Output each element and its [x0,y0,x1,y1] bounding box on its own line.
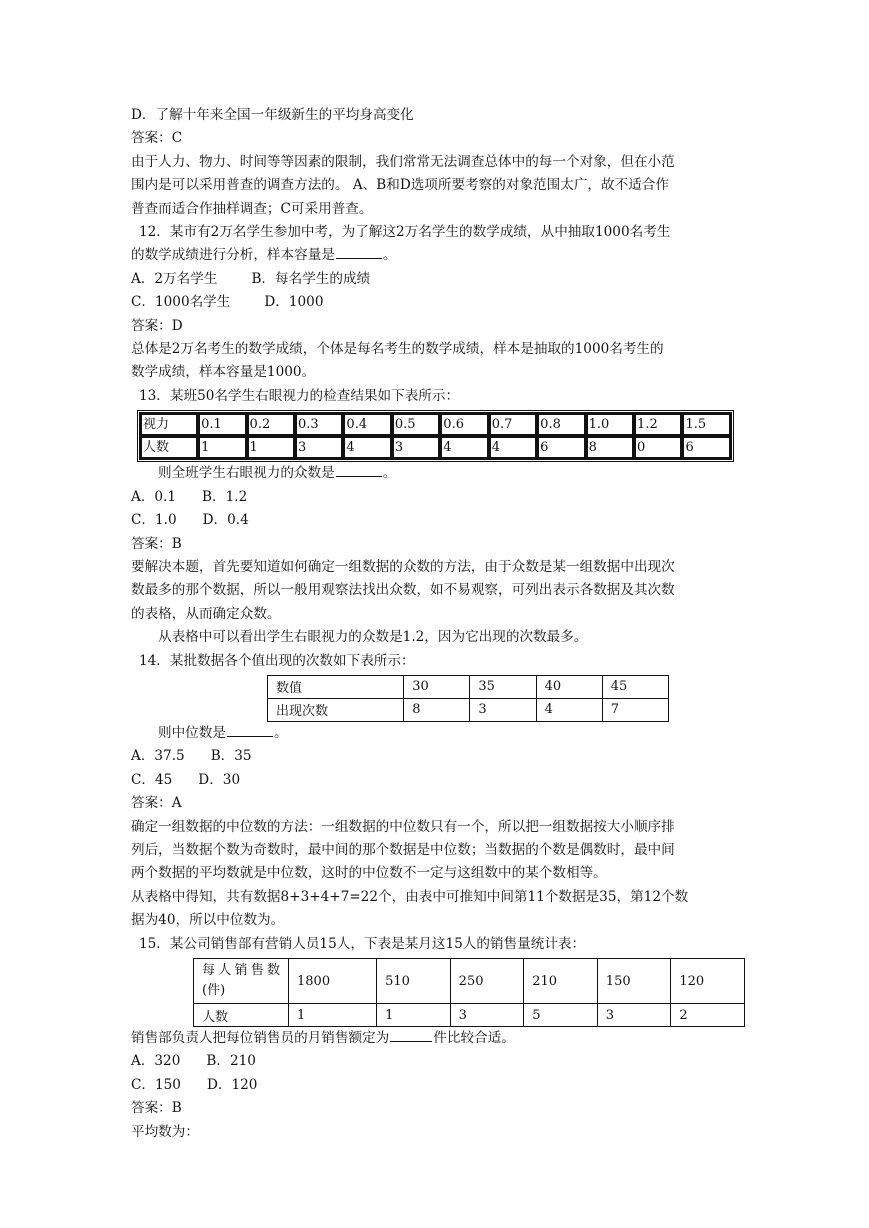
option-a: A．320 [131,1053,181,1070]
q14-options-ab [131,745,738,768]
table-row: 人数 1 1 3 4 3 4 4 6 8 0 6 [140,436,731,459]
answer-blank [227,723,273,737]
vision-table [137,410,734,462]
q13-explanation: 从表格中可以看出学生右眼视力的众数是1.2，因为它出现的次数最多。 [158,629,588,646]
q15-ask: 销售部负责人把每位销售员的月销售额定为 件比较合适。 [131,1030,515,1046]
option-d: D．1000 [264,294,324,311]
option-c: C．150 [131,1076,181,1093]
q12-options-ab [131,268,738,291]
q12-options-cd [131,291,738,314]
q15-stem: 15．某公司销售部有营销人员15人，下表是某月这15人的销售量统计表： [139,935,586,952]
q12-stem: 12．某市有2万名学生参加中考，为了解这2万名学生的数学成绩，从中抽取1000名考生 [139,224,671,241]
explanation-line: 围内是可以采用普查的调查方法的。 A、B和D选项所要考察的对象范围太广，故不适合作 [131,177,669,194]
sales-table [193,958,745,1027]
q14-stem: 14．某批数据各个值出现的次数如下表所示： [139,652,415,669]
document-body [131,104,738,1144]
table-row: 人数 1 1 3 5 3 2 [194,1004,745,1027]
q12-explanation: 总体是2万名考生的数学成绩，个体是每名考生的数学成绩，样本是抽取的1000名考生的 [131,341,664,358]
table-row: 视力 0.1 0.2 0.3 0.4 0.5 0.6 0.7 0.8 1.0 1.2 1.5 [140,413,731,436]
q14-explanation: 确定一组数据的中位数的方法：一组数据的中位数只有一个，所以把一组数据按大小顺序排 [131,818,675,835]
q14-explanation: 两个数据的平均数就是中位数，这时的中位数不一定与这组数中的某个数相等。 [131,865,607,882]
q14-explanation: 列后，当数据个数为奇数时，最中间的那个数据是中位数；当数据的个数是偶数时，最中间 [131,841,675,858]
option-b: B．35 [210,748,252,765]
frequency-table [267,675,669,722]
q14-explanation: 从表格中得知，共有数据8+3+4+7=22个，由表中可推知中间第11个数据是35，第12个数 [131,888,689,905]
q13-explanation: 数最多的那个数据，所以一般用观察法找出众数，如不易观察，可列出表示各数据及其次数 [131,582,675,599]
explanation-line: 普查而适合作抽样调查；C可采用普查。 [131,200,373,217]
option-c: C．1.0 [131,512,177,529]
q15-options-ab [131,1050,738,1073]
option-d-line: D．了解十年来全国一年级新生的平均身高变化 [131,107,414,123]
option-d: D．0.4 [202,512,249,529]
option-a: A．2万名学生 [131,270,218,287]
q14-options-cd [131,769,738,792]
q14-ask: 则中位数是 。 [158,724,288,741]
answer-blank [336,245,382,259]
option-a: A．0.1 [131,488,177,505]
option-d: D．30 [198,771,241,788]
answer-line: 答案：C [131,130,183,147]
table-row: 数值 30 35 40 45 [268,675,669,698]
table-row: 出现次数 8 3 4 7 [268,698,669,721]
q14-answer: 答案：A [131,795,182,812]
option-c: C．1000名学生 [131,294,231,311]
q15-options-cd [131,1074,738,1097]
explanation-line: 由于人力、物力、时间等等因素的限制，我们常常无法调查总体中的每一个对象，但在小范 [131,153,675,170]
q12-stem-cont: 的数学成绩进行分析，样本容量是 。 [131,247,397,264]
q15-explanation: 平均数为： [131,1123,199,1140]
q13-options-cd [131,509,738,532]
q13-explanation: 的表格，从而确定众数。 [131,605,281,622]
q13-explanation: 要解决本题，首先要知道如何确定一组数据的众数的方法，由于众数是某一组数据中出现次 [131,558,675,575]
answer-blank [390,1028,432,1042]
q14-explanation: 据为40，所以中位数为。 [131,912,285,929]
q13-answer: 答案：B [131,535,182,552]
q15-answer: 答案：B [131,1100,182,1117]
option-a: A．37.5 [131,748,185,765]
option-b: B．210 [206,1053,256,1070]
table-row: 每人销售数(件) 1800 510 250 210 150 120 [194,959,745,1004]
q13-stem: 13．某班50名学生右眼视力的检查结果如下表所示： [139,387,460,404]
q13-options-ab [131,486,738,509]
option-d: D．120 [206,1076,258,1093]
q12-answer: 答案：D [131,317,183,334]
option-b: B．1.2 [202,488,248,505]
option-c: C．45 [131,771,173,788]
q12-explanation: 数学成绩，样本容量是1000。 [131,364,316,381]
answer-blank [336,463,382,477]
q13-ask: 则全班学生右眼视力的众数是 。 [158,465,397,482]
option-b: B．每名学生的成绩 [251,270,371,287]
